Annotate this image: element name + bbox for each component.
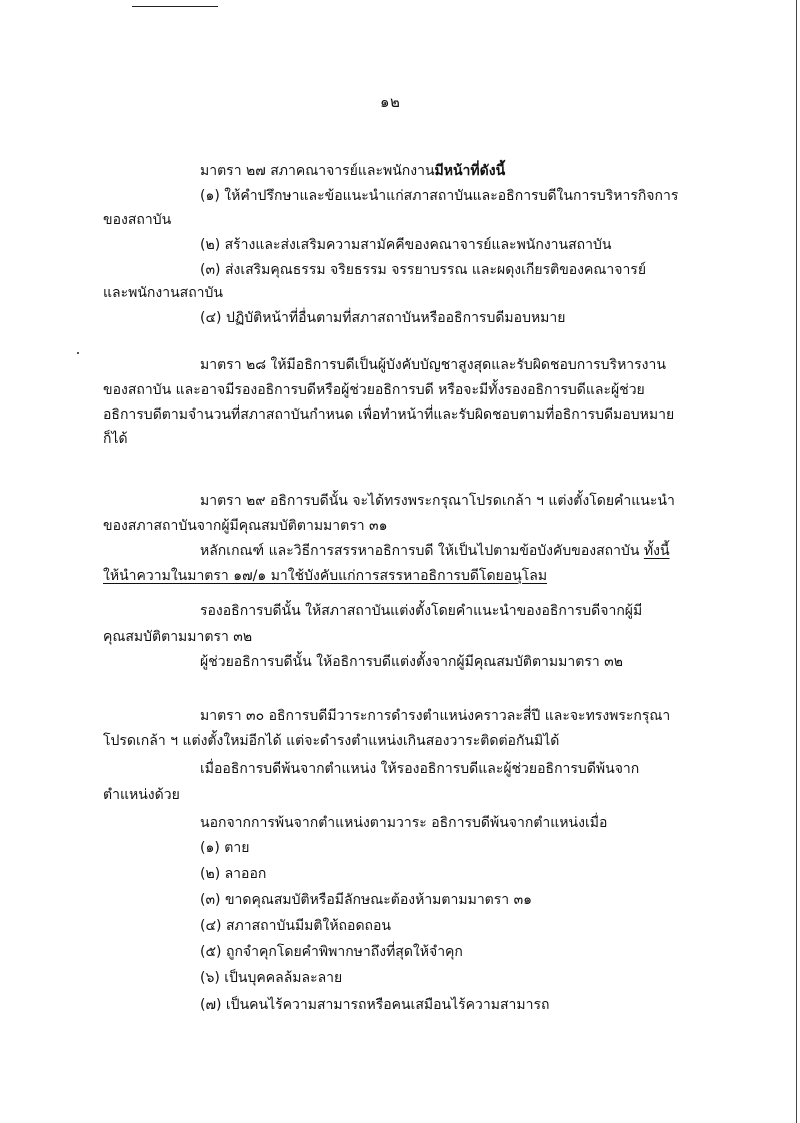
section-30-item-3: (๓) ขาดคุณสมบัติหรือมีลักษณะต้องห้ามตามมาตรา ๓๑	[200, 892, 533, 908]
section-30-line-2: โปรดเกล้า ฯ แต่งตั้งใหม่อีกได้ แต่จะดำรงตำแหน่งเกินสองวาระติดต่อกันมิได้	[103, 733, 560, 749]
section-29-deputy-line: รองอธิการบดีนั้น ให้สภาสถาบันแต่งตั้งโดยคำแนะนำของอธิการบดีจากผู้มี	[200, 603, 643, 619]
section-27-item-1: (๑) ให้คำปรึกษาและข้อแนะนำแก่สภาสถาบันและอธิการบดีในการบริหารกิจการ	[200, 188, 679, 204]
section-30-line-1: มาตรา ๓๐ อธิการบดีมีวาระการดำรงตำแหน่งคราวละสี่ปี และจะทรงพระกรุณา	[200, 708, 671, 724]
section-29-line-1: มาตรา ๒๙ อธิการบดีนั้น จะได้ทรงพระกรุณาโปรดเกล้า ฯ แต่งตั้งโดยคำแนะนำ	[200, 493, 675, 509]
section-27-item-4: (๔) ปฏิบัติหน้าที่อื่นตามที่สภาสถาบันหรืออธิการบดีมอบหมาย	[200, 310, 566, 326]
underlined-text: ทั้งนี้	[643, 543, 670, 559]
section-28-line-3: อธิการบดีตามจำนวนที่สภาสถาบันกำหนด เพื่อทำหน้าที่และรับผิดชอบตามที่อธิการบดีมอบหมาย	[103, 407, 675, 423]
section-30-item-7: (๗) เป็นคนไร้ความสามารถหรือคนเสมือนไร้ความสามารถ	[200, 997, 550, 1013]
section-27-item-2: (๒) สร้างและส่งเสริมความสามัคคีของคณาจารย์และพนักงานสถาบัน	[200, 237, 612, 253]
section-30-item-2: (๒) ลาออก	[200, 866, 267, 882]
section-28-line-2: ของสถาบัน และอาจมีรองอธิการบดีหรือผู้ช่วยอธิการบดี หรือจะมีทั้งรองอธิการบดีและผู้ช่วย	[103, 382, 645, 398]
section-30-item-1: (๑) ตาย	[200, 840, 250, 856]
section-30-item-4: (๔) สภาสถาบันมีมติให้ถอดถอน	[200, 918, 391, 934]
section-27-item-3: (๓) ส่งเสริมคุณธรรม จริยธรรม จรรยาบรรณ และผดุงเกียรติของคณาจารย์	[200, 262, 647, 278]
underlined-amendment-line: ให้นำความในมาตรา ๑๗/๑ มาใช้บังคับแก่การสรรหาอธิการบดีโดยอนุโลม	[103, 568, 548, 584]
section-27-heading-text: มาตรา ๒๗ สภาคณาจารย์และพนักงาน	[200, 163, 435, 179]
section-27-heading	[200, 162, 505, 180]
section-27-item-1-cont: ของสถาบัน	[103, 212, 172, 228]
section-30-line-4: ตำแหน่งด้วย	[103, 787, 180, 803]
page-number: ๑๒	[380, 93, 401, 111]
section-29-deputy-cont: คุณสมบัติตามมาตรา ๓๒	[103, 629, 253, 645]
top-rule	[132, 6, 218, 7]
section-28-line-1: มาตรา ๒๘ ให้มีอธิการบดีเป็นผู้บังคับบัญชาสูงสุดและรับผิดชอบการบริหารงาน	[200, 357, 666, 373]
section-30-line-3: เมื่ออธิการบดีพ้นจากตำแหน่ง ให้รองอธิการบดีและผู้ช่วยอธิการบดีพ้นจาก	[200, 761, 640, 777]
scan-edge-line	[796, 0, 797, 1123]
section-30-item-5: (๕) ถูกจำคุกโดยคำพิพากษาถึงที่สุดให้จำคุก	[200, 944, 463, 960]
scan-speck	[77, 352, 79, 354]
section-30-line-5: นอกจากการพ้นจากตำแหน่งตามวาระ อธิการบดีพ้นจากตำแหน่งเมื่อ	[200, 815, 608, 831]
section-29-selection-line	[200, 542, 670, 560]
section-29-assistant-line: ผู้ช่วยอธิการบดีนั้น ให้อธิการบดีแต่งตั้งจากผู้มีคุณสมบัติตามมาตรา ๓๒	[200, 654, 623, 670]
section-29-line-2: ของสภาสถาบันจากผู้มีคุณสมบัติตามมาตรา ๓๑	[103, 518, 388, 534]
selection-criteria-text: หลักเกณฑ์ และวิธีการสรรหาอธิการบดี ให้เป็นไปตามข้อบังคับของสถาบัน	[200, 543, 644, 559]
section-27-item-3-cont: และพนักงานสถาบัน	[103, 285, 224, 301]
section-27-heading-bold: มีหน้าที่ดังนี้	[434, 163, 506, 179]
section-28-line-4: ก็ได้	[103, 431, 128, 447]
section-30-item-6: (๖) เป็นบุคคลล้มละลาย	[200, 970, 343, 986]
